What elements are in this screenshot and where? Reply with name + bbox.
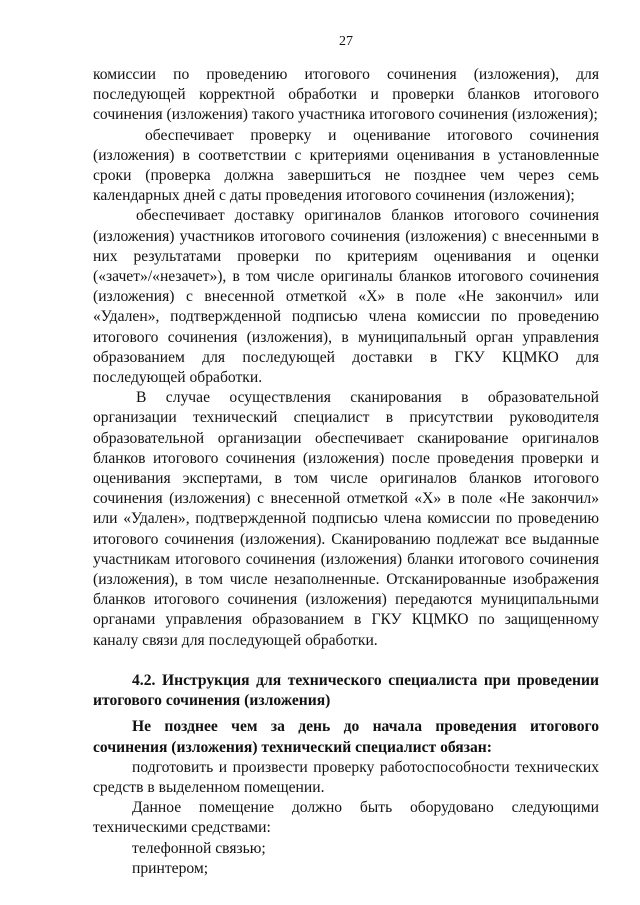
preparation-task: подготовить и произвести проверку работоспособности технических средств в выделенном помещении. bbox=[93, 758, 599, 796]
list-item: принтером; bbox=[132, 859, 209, 877]
equipment-intro: Данное помещение должно быть оборудовано следующими техническими средствами: bbox=[93, 799, 599, 837]
paragraph-commission-continuation: комиссии по проведению итогового сочинения (изложения), для последующей корректной обработки и проверки бланков итогового сочинения (изложения) такого участника итогового сочинения (изложения); bbox=[93, 66, 599, 124]
list-item: телефонной связью; bbox=[132, 839, 266, 857]
paragraph-checking-duty: обеспечивает проверку и оценивание итогового сочинения (изложения) в соответствии с критериями оценивания в установленные сроки (проверка должна завершиться не позднее чем через семь календарных дней с даты проведения итогового сочинения (изложения); bbox=[93, 126, 599, 205]
paragraph-delivery-duty: обеспечивает доставку оригиналов бланков итогового сочинения (изложения) участников итогового сочинения (изложения) с внесенными в них результатами проверки по критериям оценивания и оценки («зачет»/«незачет»), в том числе оригиналы бланков итогового сочинения (изложения) с внесенной отметкой «Х» в поле «Не закончил» или «Удален», подтвержденной подписью члена комиссии по проведению итогового сочинения (изложения), в муниципальный орган управления образованием для последующей доставки в ГКУ КЦМКО для последующей обработки. bbox=[93, 207, 599, 387]
paragraph-scanning: В случае осуществления сканирования в образовательной организации технический специалист в присутствии руководителя образовательной организации обеспечивает сканирование оригиналов бланков итогового сочинения (изложения) после проведения проверки и оценивания экспертами, в том числе оригиналов бланков итогового сочинения (изложения) с внесенной отметкой «Х» в поле «Не закончил» или «Удален», подтвержденной подписью члена комиссии по проведению итогового сочинения (изложения). Сканированию подлежат все выданные участникам итогового сочинения (изложения) бланки итогового сочинения (изложения), в том числе незаполненные. Отсканированные изображения бланков итогового сочинения (изложения) передаются муниципальными органами управления образованием в ГКУ КЦМКО по защищенному каналу связи для последующей обработки. bbox=[93, 389, 599, 649]
document-page bbox=[93, 34, 599, 879]
deadline-statement: Не позднее чем за день до начала проведения итогового сочинения (изложения) технический специалист обязан: bbox=[93, 718, 599, 756]
page-number: 27 bbox=[339, 34, 353, 49]
section-heading: 4.2. Инструкция для технического специалиста при проведении итогового сочинения (изложения) bbox=[93, 671, 599, 710]
